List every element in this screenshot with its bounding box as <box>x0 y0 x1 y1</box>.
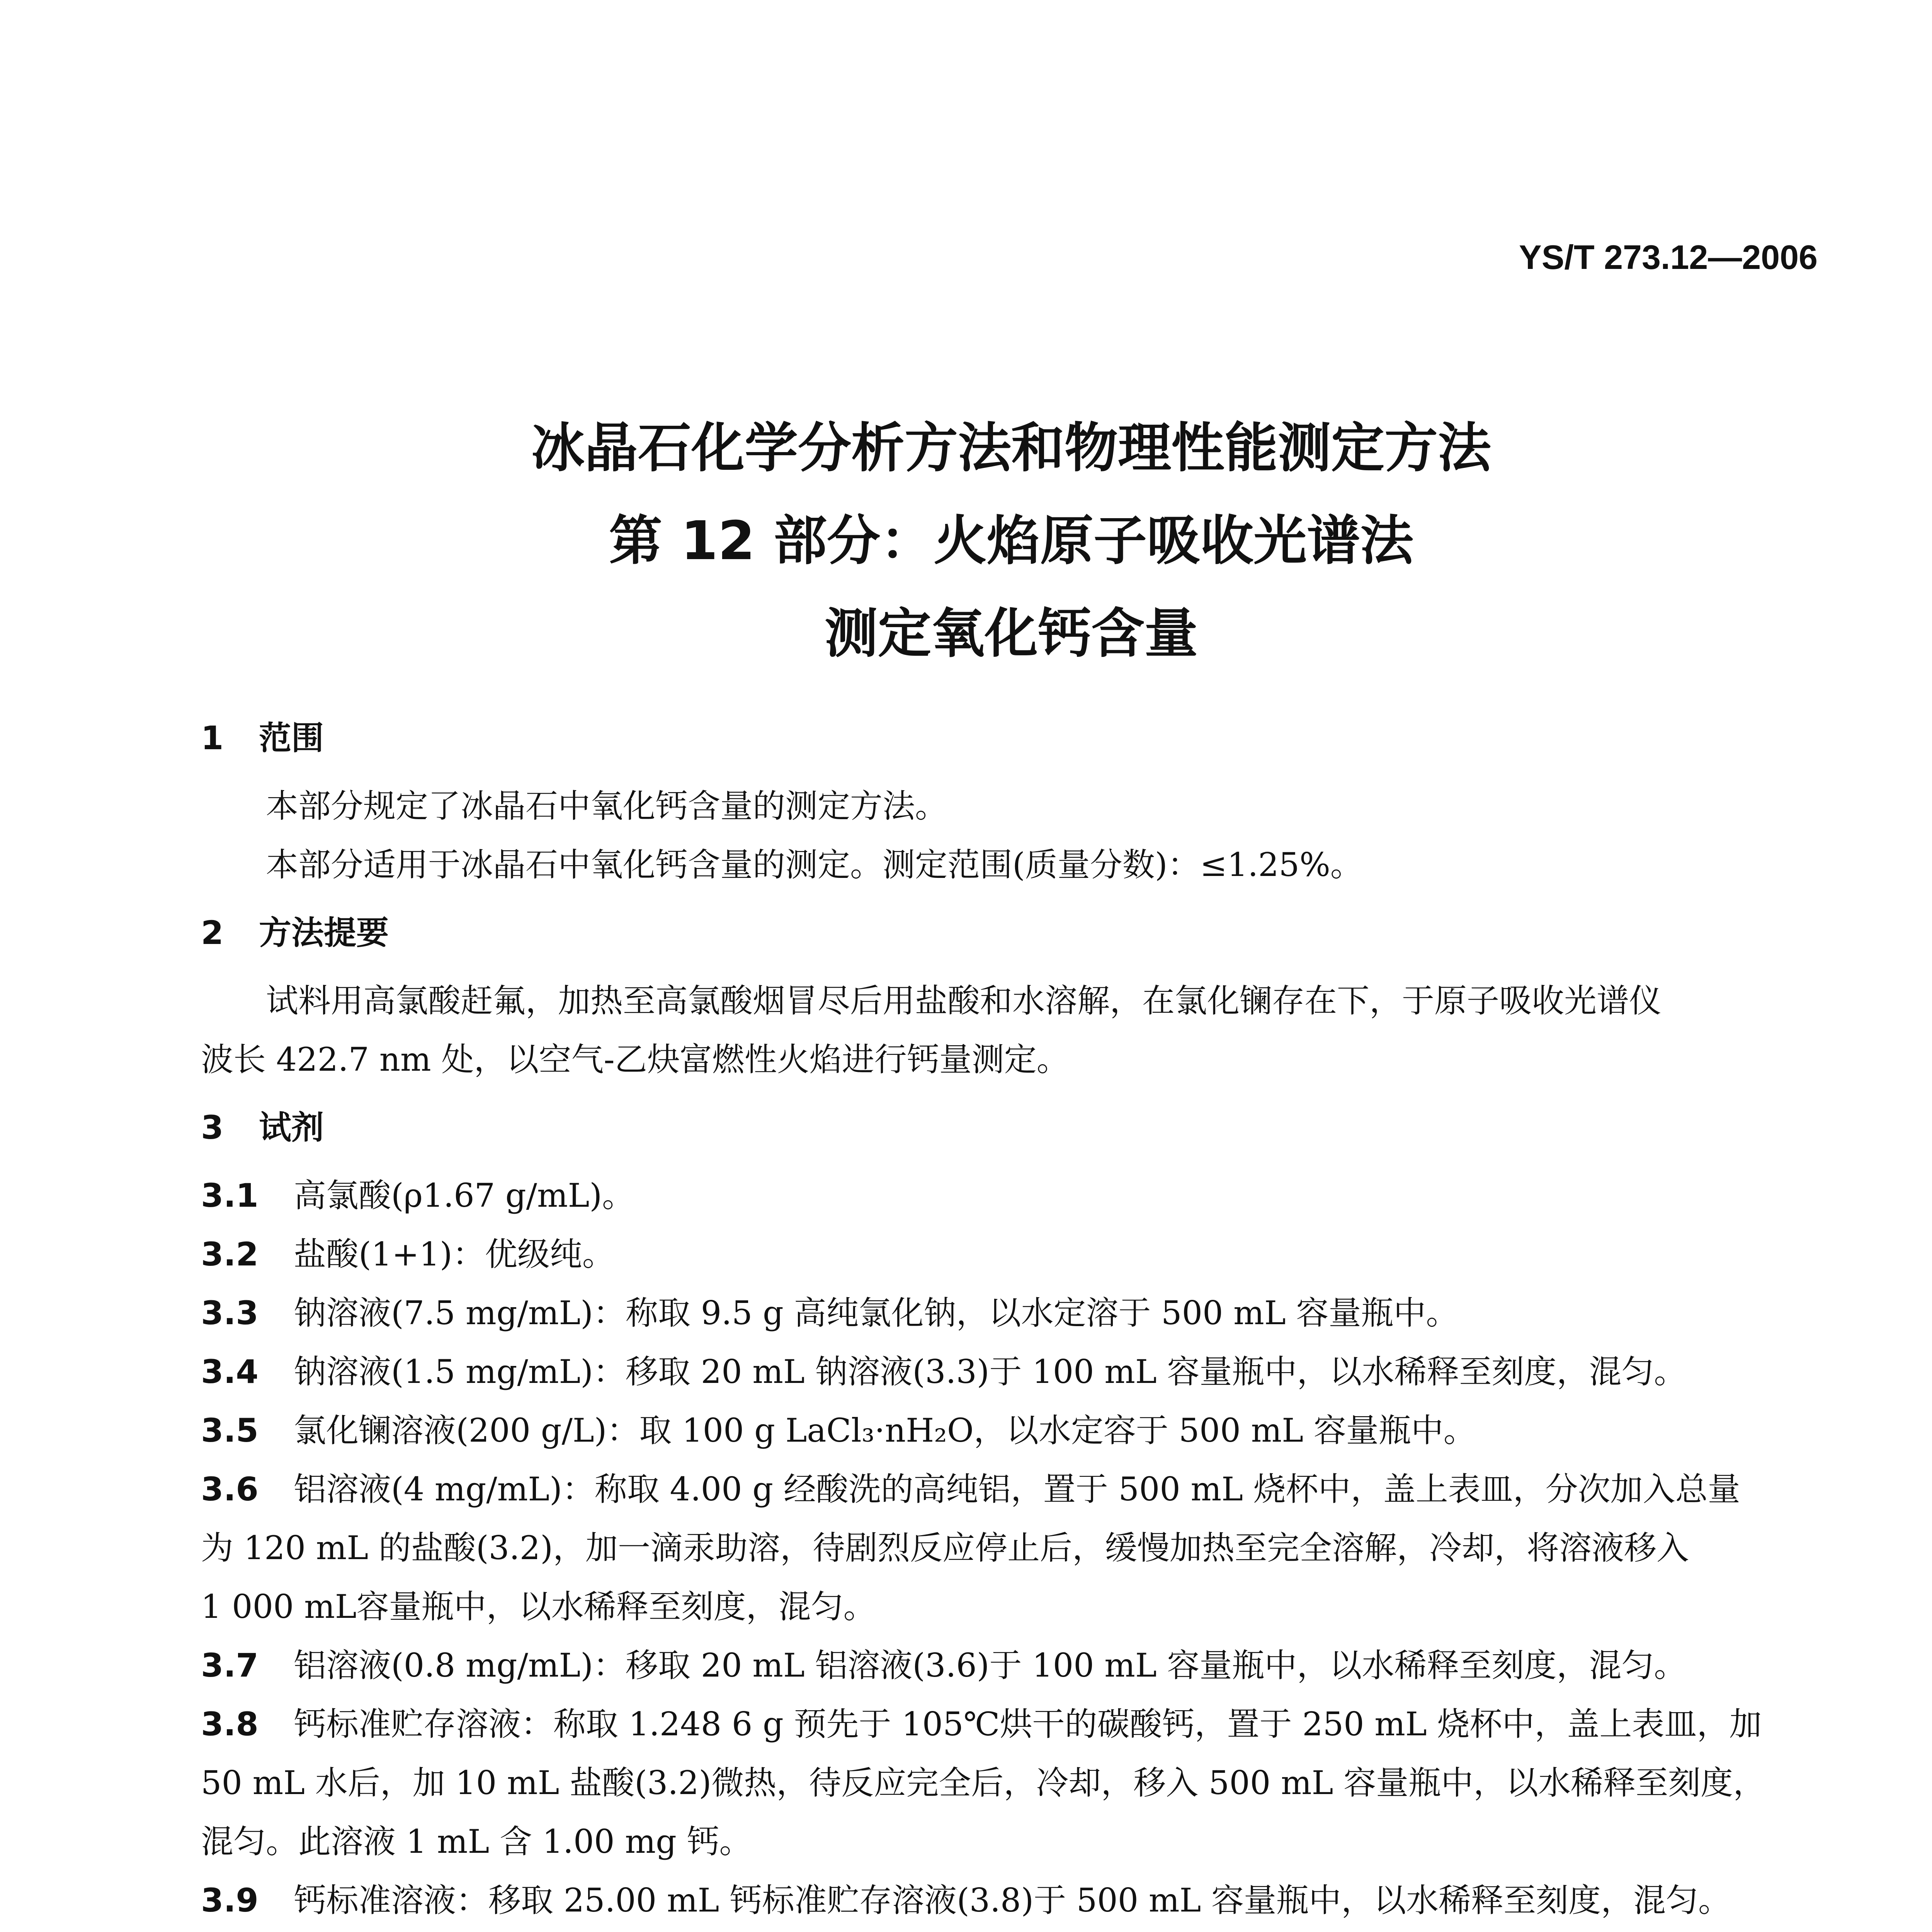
section-number: 1 <box>201 719 224 757</box>
section-title: 范围 <box>259 719 324 757</box>
section-scope <box>201 699 1824 894</box>
reagent-item <box>201 1166 1824 1225</box>
title-line-1: 冰晶石化学分析方法和物理性能测定方法 <box>531 417 1491 479</box>
section-title: 试剂 <box>259 1109 324 1146</box>
paragraph: 本部分适用于冰晶石中氧化钙含量的测定。测定范围(质量分数)：≤1.25%。 <box>266 846 1363 884</box>
item-text: 氯化镧溶液(200 g/L)：取 100 g LaCl₃·nH₂O，以水定容于 500 mL 容量瓶中。 <box>294 1412 1476 1449</box>
reagent-item <box>201 1401 1824 1460</box>
item-text: 钙标准溶液：移取 25.00 mL 钙标准贮存溶液(3.8)于 500 mL 容量瓶中，以水稀释至刻度，混匀。 <box>294 1881 1731 1919</box>
section-title: 方法提要 <box>259 914 389 952</box>
item-text: 钠溶液(1.5 mg/mL)：移取 20 mL 钠溶液(3.3)于 100 mL 容量瓶中，以水稀释至刻度，混匀。 <box>294 1353 1687 1391</box>
paragraph: 本部分规定了冰晶石中氧化钙含量的测定方法。 <box>266 787 948 825</box>
section-number: 2 <box>201 914 224 952</box>
reagent-item <box>201 1636 1824 1695</box>
title-line-2: 第 12 部分：火焰原子吸收光谱法 <box>609 510 1414 572</box>
section-method-summary <box>201 894 1824 1089</box>
section-reagents <box>201 1089 1824 1932</box>
item-number: 3.5 <box>201 1412 259 1449</box>
reagent-item <box>201 1225 1824 1284</box>
item-text-continued: 50 mL 水后，加 10 mL 盐酸(3.2)微热，待反应完全后，冷却，移入 500 mL 容量瓶中，以水稀释至刻度， <box>201 1764 1766 1802</box>
title-line-3: 测定氧化钙含量 <box>824 602 1198 665</box>
section-number: 3 <box>201 1109 224 1146</box>
section-heading <box>201 894 1824 971</box>
item-number: 3.8 <box>201 1705 259 1743</box>
item-number: 3.6 <box>201 1470 259 1508</box>
item-number: 3.7 <box>201 1646 259 1684</box>
section-heading <box>201 699 1824 777</box>
reagent-item <box>201 1695 1824 1871</box>
item-number: 3.1 <box>201 1177 259 1214</box>
reagent-item <box>201 1871 1824 1932</box>
item-text-continued: 1 000 mL容量瓶中，以水稀释至刻度，混匀。 <box>201 1588 876 1626</box>
item-text: 盐酸(1+1)：优级纯。 <box>294 1235 615 1273</box>
item-number: 3.9 <box>201 1881 259 1919</box>
item-text-continued <box>201 1930 1824 1932</box>
item-text: 钠溶液(7.5 mg/mL)：称取 9.5 g 高纯氯化钠，以水定溶于 500 mL 容量瓶中。 <box>294 1294 1459 1332</box>
item-text: 钙标准贮存溶液：称取 1.248 6 g 预先于 105℃烘干的碳酸钙，置于 250 mL 烧杯中，盖上表皿，加 <box>294 1705 1762 1743</box>
item-text-continued: 混匀。此溶液 1 mL 含 1.00 mg 钙。 <box>201 1823 752 1861</box>
reagent-item <box>201 1342 1824 1401</box>
item-number: 3.3 <box>201 1294 259 1332</box>
reagent-item <box>201 1284 1824 1342</box>
item-text: 铝溶液(4 mg/mL)：称取 4.00 g 经酸洗的高纯铝，置于 500 mL 烧杯中，盖上表皿，分次加入总量 <box>294 1470 1740 1508</box>
item-text: 高氯酸(ρ1.67 g/mL)。 <box>294 1177 635 1214</box>
item-text: 铝溶液(0.8 mg/mL)：移取 20 mL 铝溶液(3.6)于 100 mL 容量瓶中，以水稀释至刻度，混匀。 <box>294 1646 1687 1684</box>
item-text-continued: 为 120 mL 的盐酸(3.2)，加一滴汞助溶，待剧烈反应停止后，缓慢加热至完全溶解，冷却，将溶液移入 <box>201 1529 1689 1567</box>
document-body <box>201 699 1824 1932</box>
document-title <box>0 402 1932 680</box>
item-number: 3.4 <box>201 1353 259 1391</box>
paragraph-line: 试料用高氯酸赶氟，加热至高氯酸烟冒尽后用盐酸和水溶解，在氯化镧存在下，于原子吸收光谱仪 <box>266 982 1662 1020</box>
section-heading <box>201 1089 1824 1166</box>
reagent-item <box>201 1460 1824 1636</box>
paragraph-line: 波长 422.7 nm 处，以空气-乙炔富燃性火焰进行钙量测定。 <box>201 1041 1069 1078</box>
standard-code: YS/T 273.12—2006 <box>1519 238 1818 276</box>
item-number: 3.2 <box>201 1235 259 1273</box>
